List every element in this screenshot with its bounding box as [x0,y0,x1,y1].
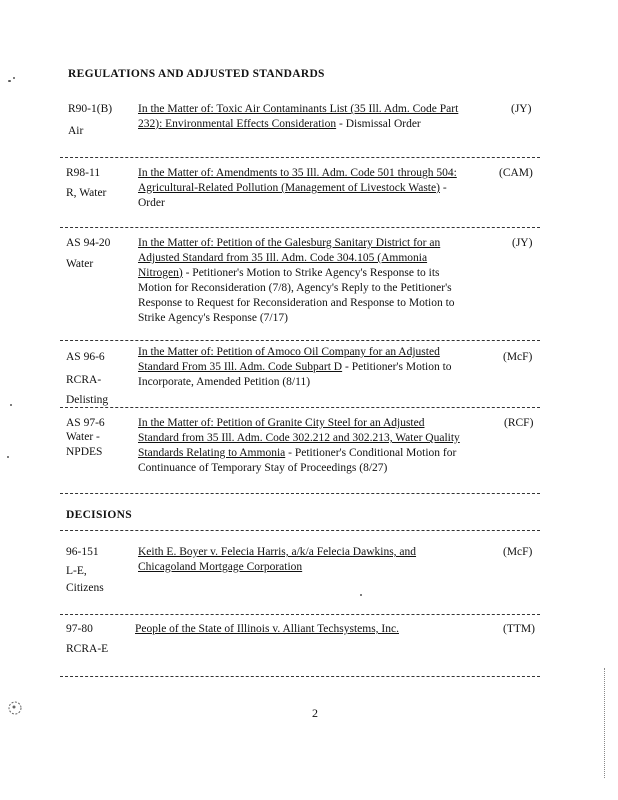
divider [60,676,540,677]
case-title-link[interactable]: In the Matter of: Toxic Air Contaminants List (35 Ill. Adm. Code Part 232): Environmental Effects Consideration [138,103,459,130]
section-heading-decisions: DECISIONS [66,509,132,521]
case-initials: (JY) [512,237,533,249]
case-initials: (TTM) [503,623,535,635]
case-initials: (JY) [511,103,532,115]
case-initials: (McF) [503,351,533,363]
case-number: AS 96-6 [66,351,105,363]
divider [60,340,540,341]
case-number: 96-151 [66,546,99,558]
case-title-link[interactable]: People of the State of Illinois v. Alliant Techsystems, Inc. [135,623,399,635]
case-description [138,545,438,575]
case-category: L-E, Citizens [66,565,104,594]
scan-speck [7,456,9,458]
case-category: RCRA-Delisting [66,374,109,406]
case-category: R, Water [66,187,107,199]
case-title-link[interactable]: Keith E. Boyer v. Felecia Harris, a/k/a Felecia Dawkins, and Chicagoland Mortgage Corporation [138,546,417,573]
case-title-link[interactable]: In the Matter of: Petition of Amoco Oil Company for an Adjusted Standard From 35 Ill. Adm. Code Subpart D [138,346,440,373]
case-description [138,345,468,390]
scan-speck [10,404,12,406]
section-heading-regulations: REGULATIONS AND ADJUSTED STANDARDS [68,68,325,80]
scan-edge-dots [604,668,608,778]
case-description [135,622,475,637]
case-action: - Petitioner's Motion to Strike Agency's Response to its Motion for Reconsideration (7/8), Agency's Reply to the Petitioner's Response to Request for Reconsideration and Response to Motion to Strike Agency's Response (7/17) [138,266,455,324]
divider [60,493,540,494]
case-category: Water [66,258,94,270]
case-action: - Order [138,181,447,209]
case-description [138,166,468,211]
case-initials: (CAM) [499,167,533,179]
page-number: 2 [312,706,318,720]
divider [60,227,540,228]
case-description [138,236,468,325]
case-action: - Petitioner's Motion to Incorporate, Amended Petition (8/11) [138,360,452,388]
case-initials: (RCF) [504,417,534,429]
case-initials: (McF) [503,546,533,558]
case-number: AS 97-6 [66,417,105,429]
case-category: Water - NPDES [66,431,103,458]
scan-blot-icon [6,698,26,718]
case-action: - Petitioner's Conditional Motion for Continuance of Temporary Stay of Proceedings (8/27) [138,446,457,474]
divider [60,530,540,531]
case-category: Air [68,125,84,137]
divider [60,407,540,408]
case-title-link[interactable]: In the Matter of: Amendments to 35 Ill. Adm. Code 501 through 504: Agricultural-Related Pollution (Management of Livestock Waste) [138,167,457,194]
case-category: RCRA-E [66,643,109,655]
scan-speck [13,77,15,79]
case-number: AS 94-20 [66,237,111,249]
case-description [138,102,468,132]
scan-speck [8,80,11,82]
case-action: - Dismissal Order [336,117,421,130]
case-description [138,416,468,476]
divider [60,614,540,615]
case-number: 97-80 [66,623,93,635]
case-number: R98-11 [66,167,101,179]
case-title-link[interactable]: In the Matter of: Petition of Granite City Steel for an Adjusted Standard from 35 Ill. Adm. Code 302.212 and 302.213, Water Quality Standards Relating to Ammonia [138,417,460,459]
case-number: R90-1(B) [68,103,113,115]
case-title-link[interactable]: In the Matter of: Petition of the Galesburg Sanitary District for an Adjusted Standard from 35 Ill. Adm. Code 304.105 (Ammonia Nitrogen) [138,237,441,279]
divider [60,157,540,158]
scan-speck [360,594,362,596]
